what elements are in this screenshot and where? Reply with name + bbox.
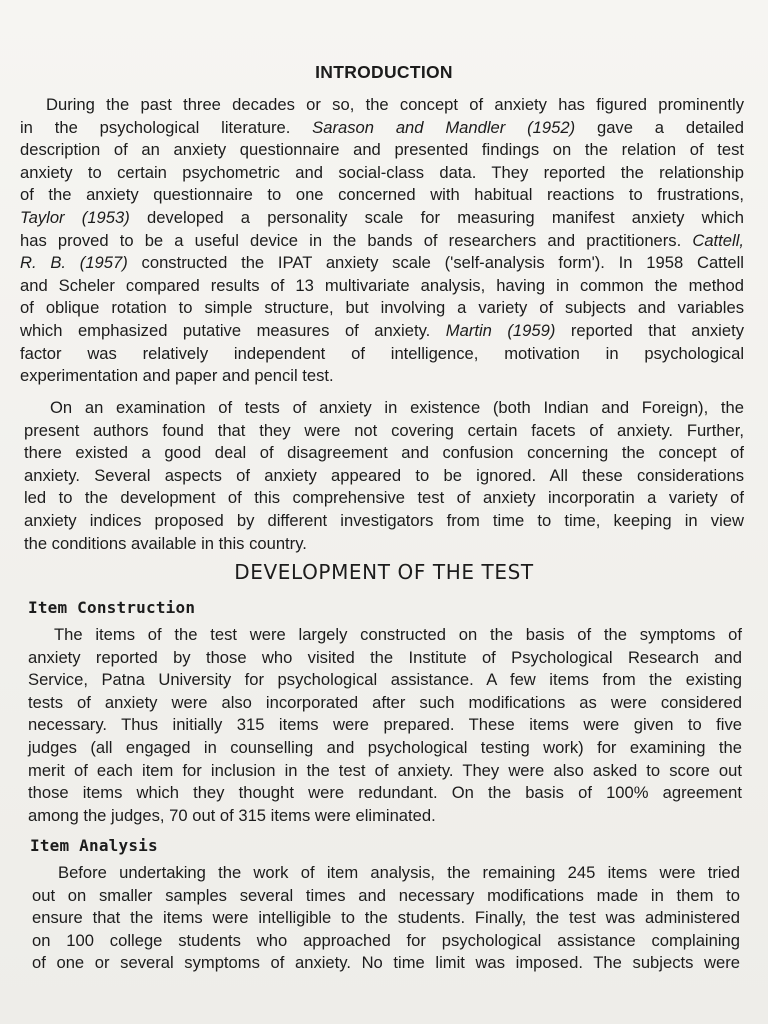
text-line: in the psychological literature. Sarason and Mandler (1952) gave a detailed	[20, 117, 745, 137]
text-line: out on smaller samples several times and necessary modifications made in them to	[32, 885, 740, 905]
text-line: The items of the test were largely constructed on the basis of the symptoms of	[54, 625, 742, 644]
text-line: which emphasized putative measures of anxiety. Martin (1959) reported that anxiety	[20, 320, 744, 340]
introduction-paragraph-1	[20, 94, 744, 388]
text-line: anxiety. Several aspects of anxiety appeared to be ignored. All these considerations	[24, 465, 744, 485]
development-heading: DEVELOPMENT OF THE TEST	[234, 560, 534, 584]
text-line: factor was relatively independent of intelligence, motivation in psychological	[20, 343, 744, 363]
text-line: anxiety to certain psychometric and social-class data. They reported the relationship	[20, 162, 744, 182]
text-line: present authors found that they were not covering certain facets of anxiety. Further,	[24, 420, 744, 440]
text-line: of the anxiety questionnaire to one concerned with habitual reactions to frustrations,	[20, 185, 744, 205]
text-line: the conditions available in this country.	[24, 533, 307, 553]
text-line: there existed a good deal of disagreement and confusion concerning the concept of	[24, 443, 744, 463]
text-line: judges (all engaged in counselling and psychological testing work) for examining the	[28, 737, 742, 757]
text-line: ensure that the items were intelligible to the students. Finally, the test was administered	[32, 908, 740, 928]
text-line: description of an anxiety questionnaire and presented findings on the relation of test	[20, 140, 744, 160]
text-line: necessary. Thus initially 315 items were prepared. These items were given to five	[28, 715, 742, 735]
text-line: has proved to be a useful device in the bands of researchers and practitioners. Cattell,	[20, 230, 744, 250]
text-line: On an examination of tests of anxiety in existence (both Indian and Foreign), the	[50, 398, 744, 417]
introduction-paragraph-2	[24, 397, 744, 555]
text-line: those items which they thought were redundant. On the basis of 100% agreement	[28, 783, 742, 803]
text-line: led to the development of this comprehensive test of anxiety incorporatin a variety of	[24, 488, 744, 508]
item-analysis-heading: Item Analysis	[30, 836, 158, 855]
item-construction-paragraph	[28, 624, 742, 827]
text-line: experimentation and paper and pencil test.	[20, 366, 334, 386]
text-line: Service, Patna University for psychological assistance. A few items from the existing	[28, 670, 742, 690]
text-line: Before undertaking the work of item analysis, the remaining 245 items were tried	[58, 863, 740, 882]
text-line: of one or several symptoms of anxiety. No time limit was imposed. The subjects were	[32, 953, 740, 973]
text-line: merit of each item for inclusion in the test of anxiety. They were also asked to score out	[28, 760, 742, 780]
item-analysis-paragraph	[32, 862, 740, 975]
text-line: among the judges, 70 out of 315 items were eliminated.	[28, 805, 436, 825]
text-line: During the past three decades or so, the concept of anxiety has figured prominently	[46, 95, 744, 114]
text-line: anxiety indices proposed by different investigators from time to time, keeping in view	[24, 510, 744, 530]
text-line: R. B. (1957) constructed the IPAT anxiety scale ('self-analysis form'). In 1958 Cattell	[20, 253, 744, 273]
introduction-heading: INTRODUCTION	[315, 62, 453, 82]
text-line: tests of anxiety were also incorporated after such modifications as were considered	[28, 692, 742, 712]
text-line: Taylor (1953) developed a personality scale for measuring manifest anxiety which	[20, 207, 745, 227]
text-line: anxiety reported by those who visited the Institute of Psychological Research and	[28, 647, 742, 667]
text-line: on 100 college students who approached for psychological assistance complaining	[32, 930, 740, 950]
text-line: of oblique rotation to simple structure, but involving a variety of subjects and variables	[20, 298, 744, 318]
item-construction-heading: Item Construction	[28, 598, 196, 617]
text-line: and Scheler compared results of 13 multivariate analysis, having in common the method	[20, 275, 744, 295]
